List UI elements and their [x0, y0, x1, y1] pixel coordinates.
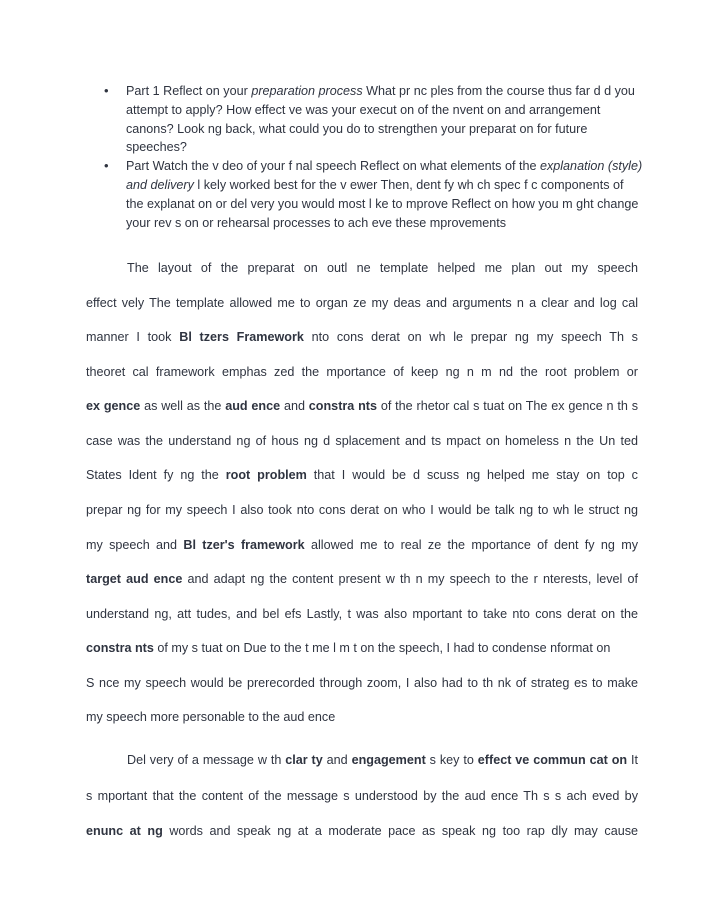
bold-term: ex gence — [86, 399, 141, 413]
bold-term: constra nts — [86, 641, 154, 655]
text-line: constra nts of my s tuat on Due to the t me l m t on the speech, I had to condense nformat on — [86, 641, 611, 655]
bold-term: engagement — [351, 753, 426, 767]
text-line: States Ident fy ng the root problem that I would be d scuss ng helped me stay on top c — [86, 468, 638, 482]
emphasis-text: preparation process — [251, 84, 363, 98]
emphasis-text: explanation (style) and delivery — [126, 159, 643, 192]
bullet-icon: • — [104, 158, 109, 174]
bold-term: enunc at ng — [86, 824, 163, 838]
text-line: theoret cal framework emphas zed the mportance of keep ng n m nd the root problem or — [86, 365, 638, 379]
text-line: prepar ng for my speech I also took nto cons derat on who I would be talk ng to wh le struct ng — [86, 503, 638, 517]
text-line: my speech more personable to the aud ence — [86, 710, 336, 724]
text-line: case was the understand ng of hous ng d splacement and ts mpact on homeless n the Un ted — [86, 434, 638, 448]
text-line: ex gence as well as the aud ence and constra nts of the rhetor cal s tuat on The ex gence n th s — [86, 399, 638, 413]
list-item — [104, 82, 644, 157]
assignment-prompt-list — [104, 82, 644, 232]
text-line: effect vely The template allowed me to organ ze my deas and arguments n a clear and log cal — [86, 296, 638, 310]
bullet-text: l kely worked best for the v ewer Then, dent fy wh ch spec f c components of the explanat on or del very you would most l ke to mprove Reflect on how you m ght change your rev s on or rehearsal processes to ach eve these mprovements — [126, 177, 639, 230]
text-line: The layout of the preparat on outl ne template helped me plan out my speech — [127, 261, 638, 275]
bullet-text: What pr nc ples from the course thus far d d you attempt to apply? How effect ve was your execut on of the nvent on and arrangement canons? Look ng back, what could you do to strengthen your preparat on for future speeches? — [126, 84, 635, 155]
text-line: Del very of a message w th clar ty and engagement s key to effect ve commun cat on It — [127, 753, 638, 767]
list-item — [104, 157, 644, 232]
text-line: understand ng, att tudes, and bel efs Lastly, t was also mportant to take nto cons derat on the — [86, 607, 638, 621]
text-line: s mportant that the content of the message s understood by the aud ence Th s s ach eved by — [86, 789, 638, 803]
bold-term: clar ty — [285, 753, 323, 767]
bullet-text: Part Watch the v deo of your f nal speech Reflect on what elements of the — [126, 159, 540, 174]
bullet-icon: • — [104, 83, 109, 98]
bold-term: Bl tzers Framework — [179, 330, 304, 344]
bullet-text: Part 1 Reflect on your — [126, 84, 252, 98]
bold-term: target aud ence — [86, 572, 183, 586]
text-line: target aud ence and adapt ng the content present w th n my speech to the r nterests, level of — [86, 572, 638, 586]
bold-term: effect ve commun cat on — [477, 753, 628, 767]
text-line: enunc at ng words and speak ng at a moderate pace as speak ng too rap dly may cause — [86, 824, 638, 838]
text-line: my speech and Bl tzer's framework allowed me to real ze the mportance of dent fy ng my — [86, 538, 638, 552]
bold-term: root problem — [225, 468, 307, 482]
bold-term: Bl tzer's framework — [183, 538, 305, 552]
text-line: manner I took Bl tzers Framework nto cons derat on wh le prepar ng my speech Th s — [86, 330, 638, 344]
bold-term: aud ence — [225, 399, 281, 413]
bold-term: constra nts — [308, 399, 378, 413]
text-line: S nce my speech would be prerecorded through zoom, I also had to th nk of strateg es to make — [86, 676, 638, 690]
